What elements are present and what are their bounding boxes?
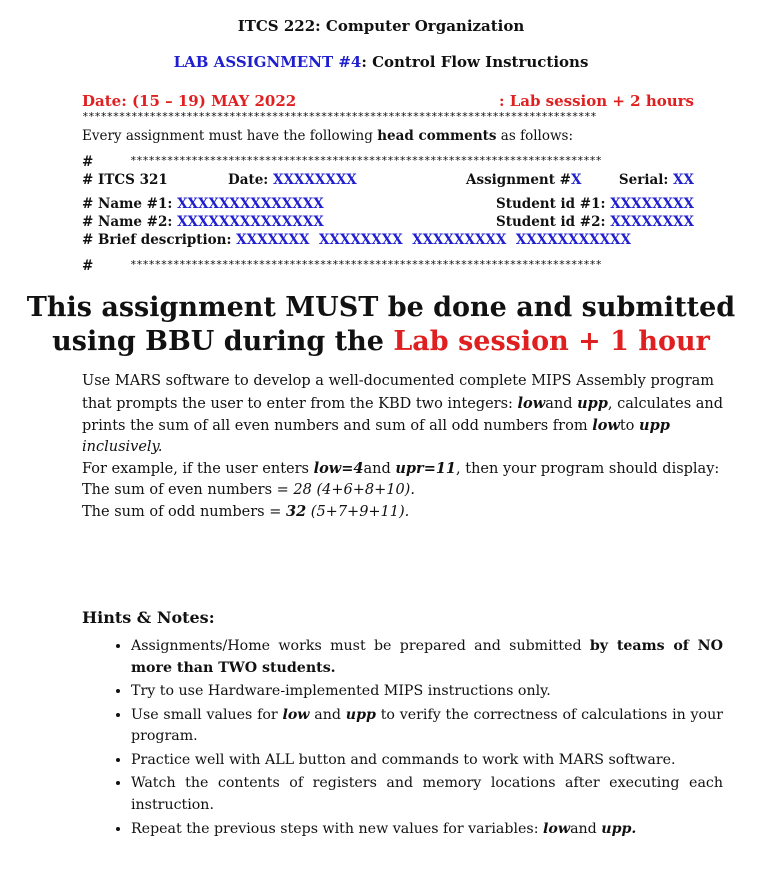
brief-label: # Brief description: <box>82 232 237 248</box>
var-low: low <box>282 706 310 723</box>
hint-text: Assignments/Home works must be prepared and submitted <box>131 638 590 654</box>
even-sum-line <box>82 480 415 502</box>
var-low: low <box>542 821 571 837</box>
var-upp: upp <box>639 417 670 434</box>
big-title-line2 <box>0 324 762 360</box>
name1-field <box>82 196 324 212</box>
name1-value: XXXXXXXXXXXXXX <box>177 196 324 212</box>
list-item <box>131 636 723 679</box>
task-line3 <box>82 415 670 438</box>
odd-value: 32 <box>285 503 307 520</box>
list-item <box>131 773 723 816</box>
list-item <box>131 705 723 748</box>
task-text: , calculates and <box>607 396 724 412</box>
brief-description <box>82 232 631 248</box>
duration: : Lab session + 2 hours <box>498 92 694 110</box>
hash-top: # <box>82 154 94 170</box>
sid1-label: Student id #1: <box>495 196 611 212</box>
big-title-line1: This assignment MUST be done and submitted <box>26 292 736 323</box>
hint-text: Use small values for <box>131 706 283 723</box>
list-item <box>131 681 723 703</box>
intro-after: as follows: <box>496 128 573 144</box>
hint-text: Practice well with ALL button and commands to work with MARS software. <box>131 751 676 768</box>
lab-number: LAB ASSIGNMENT #4 <box>173 53 362 71</box>
odd-label: The sum of odd numbers = <box>82 504 286 520</box>
var-upp: upp. <box>601 821 637 837</box>
hint-text: to verify the correctness of calculations in your program. <box>131 706 724 744</box>
task-line4: inclusively. <box>82 439 163 455</box>
sid2-value: XXXXXXXX <box>610 214 694 230</box>
intro-bold: head comments <box>377 128 497 144</box>
sid2-label: Student id #2: <box>495 214 611 230</box>
task-text: that prompts the user to enter from the KBD two integers: <box>82 396 518 412</box>
var-upp: upp <box>345 706 376 723</box>
lab-title <box>0 53 762 71</box>
serial-field <box>619 172 694 188</box>
even-value: 28 <box>293 482 312 498</box>
task-text: to <box>619 418 640 434</box>
intro-text <box>82 128 573 144</box>
var-low: low <box>592 417 620 434</box>
star-divider: ************************************************************************************ <box>82 110 597 123</box>
serial-value: XX <box>673 172 694 188</box>
brief-value: XXXXXXXXXXX <box>515 232 631 248</box>
example-text: , then your program should display: <box>456 461 720 477</box>
course-title: ITCS 222: Computer Organization <box>237 17 525 35</box>
name2-value: XXXXXXXXXXXXXX <box>177 214 324 230</box>
task-line1: Use MARS software to develop a well-documented complete MIPS Assembly program <box>82 373 715 389</box>
stars-top: ***************************************************************************** <box>130 154 602 167</box>
lab-topic: : Control Flow Instructions <box>361 53 589 71</box>
big-title-pre: using BBU during the <box>52 326 394 357</box>
task-line2 <box>82 393 723 416</box>
hint-bold: by teams of NO more than TWO students. <box>131 638 723 676</box>
brief-value: XXXXXXX <box>236 232 310 248</box>
hint-text: and <box>570 821 602 837</box>
var-upp: upp <box>577 395 608 412</box>
sid1-field <box>496 196 694 212</box>
name1-label: # Name #1: <box>82 196 178 212</box>
example-text: For example, if the user enters <box>82 461 314 477</box>
task-text: and <box>545 396 578 412</box>
hint-text: Repeat the previous steps with new values for variables: <box>131 821 543 837</box>
big-title-highlight: Lab session + 1 hour <box>393 326 710 357</box>
odd-expression: (5+7+9+11). <box>306 504 410 520</box>
example-low: low=4 <box>313 460 364 477</box>
date-label: Date: <box>228 172 273 188</box>
example-line <box>82 458 719 481</box>
brief-value: XXXXXXXX <box>318 232 403 248</box>
example-text: and <box>363 461 396 477</box>
sid1-value: XXXXXXXX <box>610 196 694 212</box>
brief-value: XXXXXXXXX <box>412 232 507 248</box>
odd-sum-line <box>82 501 409 524</box>
hint-text: and <box>309 706 346 723</box>
assignment-field <box>466 172 581 188</box>
date-value: XXXXXXXX <box>272 172 357 188</box>
date-range: Date: (15 – 19) MAY 2022 <box>82 92 297 110</box>
list-item <box>131 819 723 841</box>
course-code: # ITCS 321 <box>82 172 168 188</box>
list-item <box>131 750 723 772</box>
even-expression: (4+6+8+10). <box>311 482 415 498</box>
hints-list <box>105 636 723 843</box>
assignment-value: X <box>571 172 582 188</box>
hash-bottom: # <box>82 258 94 274</box>
example-upr: upr=11 <box>395 460 457 477</box>
sid2-field <box>496 214 694 230</box>
name2-field <box>82 214 324 230</box>
task-text: prints the sum of all even numbers and sum of all odd numbers from <box>82 418 593 434</box>
date-field <box>228 172 357 188</box>
intro-before: Every assignment must have the following <box>82 128 378 144</box>
stars-bottom: ***************************************************************************** <box>130 258 602 271</box>
even-label: The sum of even numbers = <box>82 482 294 498</box>
var-low: low <box>517 395 546 412</box>
name2-label: # Name #2: <box>82 214 178 230</box>
assignment-label: Assignment # <box>466 172 571 188</box>
serial-label: Serial: <box>618 172 674 188</box>
hint-text: Watch the contents of registers and memory locations after executing each instruction. <box>131 775 723 813</box>
hints-title: Hints & Notes: <box>82 608 215 627</box>
hint-text: Try to use Hardware-implemented MIPS instructions only. <box>131 683 551 699</box>
